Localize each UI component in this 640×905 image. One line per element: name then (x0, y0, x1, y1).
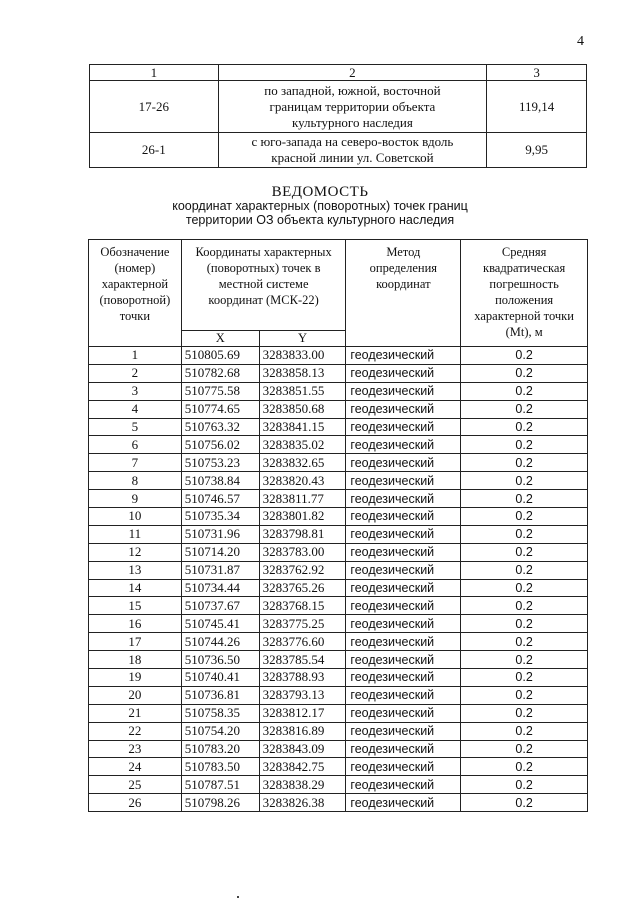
coord-y: 3283788.93 (259, 669, 346, 687)
coord-x: 510735.34 (181, 508, 259, 526)
stray-mark (237, 896, 239, 898)
table-row (89, 651, 588, 669)
error: 0.2 (461, 669, 588, 687)
table-row (89, 776, 588, 794)
point-number: 2 (89, 364, 182, 382)
table-row (89, 579, 588, 597)
point-number: 10 (89, 508, 182, 526)
point-number: 17 (89, 633, 182, 651)
header-method: Метод определения координат (346, 240, 461, 347)
error: 0.2 (461, 525, 588, 543)
coord-y: 3283820.43 (259, 472, 346, 490)
table-row (89, 686, 588, 704)
segment-description: с юго-запада на северо-восток вдоль красной линии ул. Советской (218, 133, 487, 168)
coord-x: 510758.35 (181, 704, 259, 722)
coord-y: 3283833.00 (259, 347, 346, 365)
error: 0.2 (461, 418, 588, 436)
table-row (89, 347, 588, 365)
title-main: ВЕДОМОСТЬ (271, 184, 369, 200)
method: геодезический (346, 400, 461, 418)
error: 0.2 (461, 651, 588, 669)
method: геодезический (346, 364, 461, 382)
coord-x: 510787.51 (181, 776, 259, 794)
method: геодезический (346, 740, 461, 758)
method: геодезический (346, 686, 461, 704)
method: геодезический (346, 472, 461, 490)
method: геодезический (346, 508, 461, 526)
coord-y: 3283776.60 (259, 633, 346, 651)
error: 0.2 (461, 382, 588, 400)
table-row (89, 633, 588, 651)
segment-description: по западной, южной, восточной границам территории объекта культурного наследия (218, 81, 487, 133)
coord-y: 3283816.89 (259, 722, 346, 740)
error: 0.2 (461, 615, 588, 633)
coord-y: 3283785.54 (259, 651, 346, 669)
table-row (89, 525, 588, 543)
coord-x: 510731.87 (181, 561, 259, 579)
coord-y: 3283838.29 (259, 776, 346, 794)
coord-y: 3283768.15 (259, 597, 346, 615)
coord-x: 510736.50 (181, 651, 259, 669)
method: геодезический (346, 490, 461, 508)
table-row (89, 722, 588, 740)
coord-y: 3283798.81 (259, 525, 346, 543)
method: геодезический (346, 794, 461, 812)
coord-x: 510740.41 (181, 669, 259, 687)
table-row (89, 543, 588, 561)
point-number: 24 (89, 758, 182, 776)
point-number: 14 (89, 579, 182, 597)
error: 0.2 (461, 454, 588, 472)
coord-y: 3283842.75 (259, 758, 346, 776)
point-number: 3 (89, 382, 182, 400)
table-row (89, 418, 588, 436)
header-error: Средняя квадратическая погрешность положения характерной точки (Mt), м (461, 240, 588, 347)
coord-x: 510805.69 (181, 347, 259, 365)
coord-y: 3283851.55 (259, 382, 346, 400)
table-row (89, 400, 588, 418)
error: 0.2 (461, 347, 588, 365)
method: геодезический (346, 525, 461, 543)
coord-y: 3283843.09 (259, 740, 346, 758)
segment-length: 9,95 (487, 133, 587, 168)
error: 0.2 (461, 579, 588, 597)
table-row (89, 454, 588, 472)
coord-y: 3283793.13 (259, 686, 346, 704)
coord-x: 510754.20 (181, 722, 259, 740)
error: 0.2 (461, 364, 588, 382)
error: 0.2 (461, 722, 588, 740)
coord-x: 510783.20 (181, 740, 259, 758)
table-row (89, 758, 588, 776)
error: 0.2 (461, 686, 588, 704)
coord-x: 510731.96 (181, 525, 259, 543)
point-number: 7 (89, 454, 182, 472)
table-row (90, 133, 587, 168)
error: 0.2 (461, 776, 588, 794)
segments-header-cell: 1 (90, 65, 219, 81)
header-y: Y (259, 331, 346, 347)
error: 0.2 (461, 633, 588, 651)
error: 0.2 (461, 758, 588, 776)
coord-x: 510744.26 (181, 633, 259, 651)
point-number: 19 (89, 669, 182, 687)
title-line-1: координат характерных (поворотных) точек границ (172, 199, 468, 213)
method: геодезический (346, 669, 461, 687)
segments-header-cell: 2 (218, 65, 487, 81)
coord-x: 510774.65 (181, 400, 259, 418)
coord-x: 510738.84 (181, 472, 259, 490)
segment-length: 119,14 (487, 81, 587, 133)
point-number: 20 (89, 686, 182, 704)
point-number: 11 (89, 525, 182, 543)
method: геодезический (346, 382, 461, 400)
coord-x: 510745.41 (181, 615, 259, 633)
header-point: Обозначение (номер) характерной (поворотной) точки (89, 240, 182, 347)
coord-x: 510746.57 (181, 490, 259, 508)
method: геодезический (346, 418, 461, 436)
coord-y: 3283826.38 (259, 794, 346, 812)
document-title (0, 185, 640, 227)
point-number: 13 (89, 561, 182, 579)
table-row (89, 436, 588, 454)
error: 0.2 (461, 508, 588, 526)
table-row (90, 81, 587, 133)
method: геодезический (346, 776, 461, 794)
table-row (89, 615, 588, 633)
point-number: 26 (89, 794, 182, 812)
point-number: 15 (89, 597, 182, 615)
point-number: 18 (89, 651, 182, 669)
coord-x: 510756.02 (181, 436, 259, 454)
point-number: 22 (89, 722, 182, 740)
header-coords: Координаты характерных (поворотных) точек в местной системе координат (МСК-22) (181, 240, 346, 331)
error: 0.2 (461, 543, 588, 561)
point-number: 5 (89, 418, 182, 436)
coord-x: 510734.44 (181, 579, 259, 597)
method: геодезический (346, 561, 461, 579)
coord-x: 510736.81 (181, 686, 259, 704)
point-number: 9 (89, 490, 182, 508)
coordinates-table (88, 239, 588, 812)
coord-x: 510798.26 (181, 794, 259, 812)
coord-x: 510775.58 (181, 382, 259, 400)
point-number: 12 (89, 543, 182, 561)
table-row (89, 597, 588, 615)
table-row (89, 704, 588, 722)
point-number: 16 (89, 615, 182, 633)
point-number: 25 (89, 776, 182, 794)
point-number: 4 (89, 400, 182, 418)
coord-y: 3283765.26 (259, 579, 346, 597)
method: геодезический (346, 543, 461, 561)
coord-x: 510783.50 (181, 758, 259, 776)
title-line-2: территории ОЗ объекта культурного наследия (185, 213, 455, 227)
segments-header-cell: 3 (487, 65, 587, 81)
coord-y: 3283850.68 (259, 400, 346, 418)
table-row (89, 561, 588, 579)
error: 0.2 (461, 561, 588, 579)
coords-header-row (89, 240, 588, 331)
method: геодезический (346, 633, 461, 651)
segments-table (89, 64, 587, 168)
coord-y: 3283775.25 (259, 615, 346, 633)
header-x: X (181, 331, 259, 347)
method: геодезический (346, 597, 461, 615)
coord-y: 3283812.17 (259, 704, 346, 722)
coord-x: 510753.23 (181, 454, 259, 472)
coord-y: 3283835.02 (259, 436, 346, 454)
method: геодезический (346, 758, 461, 776)
segment-id: 17-26 (90, 81, 219, 133)
error: 0.2 (461, 740, 588, 758)
method: геодезический (346, 454, 461, 472)
coord-x: 510737.67 (181, 597, 259, 615)
table-row (89, 508, 588, 526)
table-row (89, 364, 588, 382)
coord-y: 3283811.77 (259, 490, 346, 508)
segment-id: 26-1 (90, 133, 219, 168)
method: геодезический (346, 436, 461, 454)
coord-x: 510763.32 (181, 418, 259, 436)
point-number: 6 (89, 436, 182, 454)
error: 0.2 (461, 400, 588, 418)
table-row (89, 740, 588, 758)
page-number: 4 (577, 34, 584, 49)
method: геодезический (346, 651, 461, 669)
point-number: 8 (89, 472, 182, 490)
coord-x: 510782.68 (181, 364, 259, 382)
table-row (89, 490, 588, 508)
segments-header-row (90, 65, 587, 81)
coord-y: 3283783.00 (259, 543, 346, 561)
method: геодезический (346, 579, 461, 597)
table-row (89, 472, 588, 490)
coord-y: 3283841.15 (259, 418, 346, 436)
table-row (89, 382, 588, 400)
table-row (89, 794, 588, 812)
error: 0.2 (461, 436, 588, 454)
coord-x: 510714.20 (181, 543, 259, 561)
table-row (89, 669, 588, 687)
method: геодезический (346, 722, 461, 740)
error: 0.2 (461, 472, 588, 490)
method: геодезический (346, 615, 461, 633)
coord-y: 3283858.13 (259, 364, 346, 382)
coord-y: 3283762.92 (259, 561, 346, 579)
error: 0.2 (461, 490, 588, 508)
coord-y: 3283832.65 (259, 454, 346, 472)
error: 0.2 (461, 597, 588, 615)
method: геодезический (346, 347, 461, 365)
method: геодезический (346, 704, 461, 722)
point-number: 23 (89, 740, 182, 758)
coord-y: 3283801.82 (259, 508, 346, 526)
error: 0.2 (461, 794, 588, 812)
point-number: 21 (89, 704, 182, 722)
point-number: 1 (89, 347, 182, 365)
error: 0.2 (461, 704, 588, 722)
